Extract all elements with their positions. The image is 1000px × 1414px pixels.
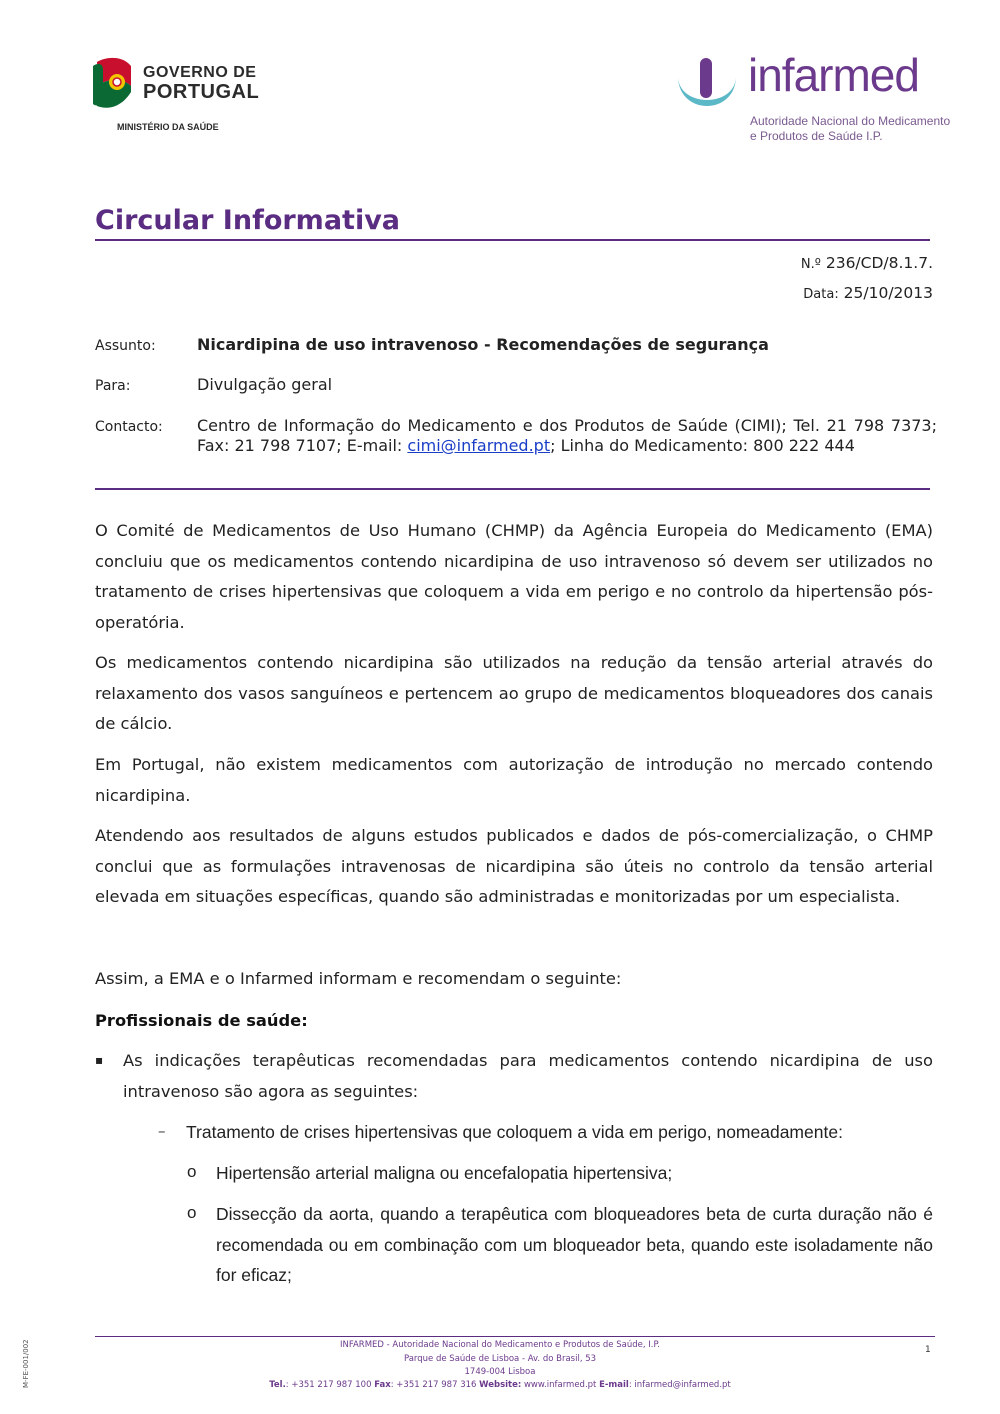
dash-icon: – xyxy=(158,1122,166,1140)
sub-item-2: Dissecção da aorta, quando a terapêutica com bloqueadores beta de curta duração não é recomendada ou em combinação com um bloqueador beta, quando este isoladamente não for eficaz; xyxy=(216,1204,933,1285)
footer-email-label: E-mail xyxy=(599,1380,629,1390)
header-divider xyxy=(95,488,930,490)
paragraph-2: Os medicamentos contendo nicardipina são utilizados na redução da tensão arterial através do relaxamento dos vasos sanguíneos e pertencem ao grupo de medicamentos bloqueadores dos canais de cálcio. xyxy=(95,653,933,733)
infarmed-wordmark: infarmed xyxy=(748,49,919,101)
gov-logo-ministry: MINISTÉRIO DA SAÚDE xyxy=(117,122,219,132)
footer-fax: : +351 217 987 316 xyxy=(390,1380,477,1390)
portugal-emblem-icon xyxy=(93,56,133,112)
footer-line-3: 1749-004 Lisboa xyxy=(464,1367,536,1377)
date-label: Data: xyxy=(803,287,839,302)
footer-line-2: Parque de Saúde de Lisboa - Av. do Brasil, 53 xyxy=(403,1354,597,1364)
infarmed-logo xyxy=(676,49,951,148)
footer-email[interactable]: : infarmed@infarmed.pt xyxy=(628,1380,731,1390)
contact-email-link[interactable]: cimi@infarmed.pt xyxy=(407,436,551,455)
dash-item: Tratamento de crises hipertensivas que coloquem a vida em perigo, nomeadamente: xyxy=(186,1122,843,1142)
paragraph-4: Atendendo aos resultados de alguns estudos publicados e dados de pós-comercialização, o CHMP conclui que as formulações intravenosas de nicardipina são úteis no controlo da tensão arterial elevada em situações específicas, quando são administradas e monitorizadas por um especialista. xyxy=(95,826,933,906)
subject-value: Nicardipina de uso intravenoso - Recomendações de segurança xyxy=(197,335,769,354)
bullet-item: As indicações terapêuticas recomendadas para medicamentos contendo nicardipina de uso intravenoso são agora as seguintes: xyxy=(123,1051,933,1101)
form-code: M-FE-001/002 xyxy=(22,1339,30,1388)
number-label: N.º xyxy=(800,257,821,272)
contact-label: Contacto: xyxy=(95,419,163,435)
circular-number xyxy=(801,254,933,272)
section-heading: Profissionais de saúde: xyxy=(95,1011,308,1030)
bullet-square-icon: ▪ xyxy=(95,1053,104,1067)
to-label: Para: xyxy=(95,378,131,394)
paragraph-1: O Comité de Medicamentos de Uso Humano (CHMP) da Agência Europeia do Medicamento (EMA) concluiu que os medicamentos contendo nicardipina de uso intravenoso só devem ser utilizados no tratamento de crises hipertensivas que coloquem a vida em perigo e no controlo da hipertensão pós-operatória. xyxy=(95,521,933,632)
gov-logo-line2: PORTUGAL xyxy=(143,81,260,103)
document-title: Circular Informativa xyxy=(95,205,401,236)
page-number: 1 xyxy=(925,1345,931,1355)
paragraph-3: Em Portugal, não existem medicamentos com autorização de introdução no mercado contendo nicardipina. xyxy=(95,755,933,805)
footer-web-label: Website: xyxy=(479,1380,522,1390)
contact-text-1: Centro de Informação do Medicamento e dos Produtos de Saúde (CIMI); Tel. 21 798 7373; Fax: 21 798 7107; E-mail: xyxy=(197,416,937,455)
contact-value xyxy=(197,416,937,456)
title-divider xyxy=(95,239,930,241)
sub-item-1: Hipertensão arterial maligna ou encefalopatia hipertensiva; xyxy=(216,1163,673,1183)
subject-label: Assunto: xyxy=(95,338,156,354)
infarmed-tagline-1: Autoridade Nacional do Medicamento xyxy=(750,114,951,128)
paragraph-5: Assim, a EMA e o Infarmed informam e recomendam o seguinte: xyxy=(95,969,622,988)
footer-tel-label: Tel. xyxy=(269,1380,286,1390)
infarmed-mark-icon xyxy=(676,56,738,122)
circle-bullet-icon: o xyxy=(187,1162,197,1181)
date-value: 25/10/2013 xyxy=(843,284,933,302)
footer-divider xyxy=(95,1336,935,1337)
circular-date xyxy=(803,284,933,302)
circle-bullet-icon: o xyxy=(187,1203,197,1222)
to-value: Divulgação geral xyxy=(197,375,333,394)
footer-tel: : +351 217 987 100 xyxy=(285,1380,372,1390)
footer-fax-label: Fax xyxy=(374,1380,391,1390)
contact-text-2: ; Linha do Medicamento: 800 222 444 xyxy=(550,436,855,455)
footer-line-1: INFARMED - Autoridade Nacional do Medicamento e Produtos de Saúde, I.P. xyxy=(340,1340,660,1350)
footer-contacts xyxy=(95,1380,905,1390)
number-value: 236/CD/8.1.7. xyxy=(825,254,933,272)
governo-de-portugal-logo xyxy=(93,56,263,140)
gov-logo-line1: GOVERNO DE xyxy=(143,64,257,81)
infarmed-tagline-2: e Produtos de Saúde I.P. xyxy=(750,129,883,143)
footer-web[interactable]: www.infarmed.pt xyxy=(521,1380,597,1390)
